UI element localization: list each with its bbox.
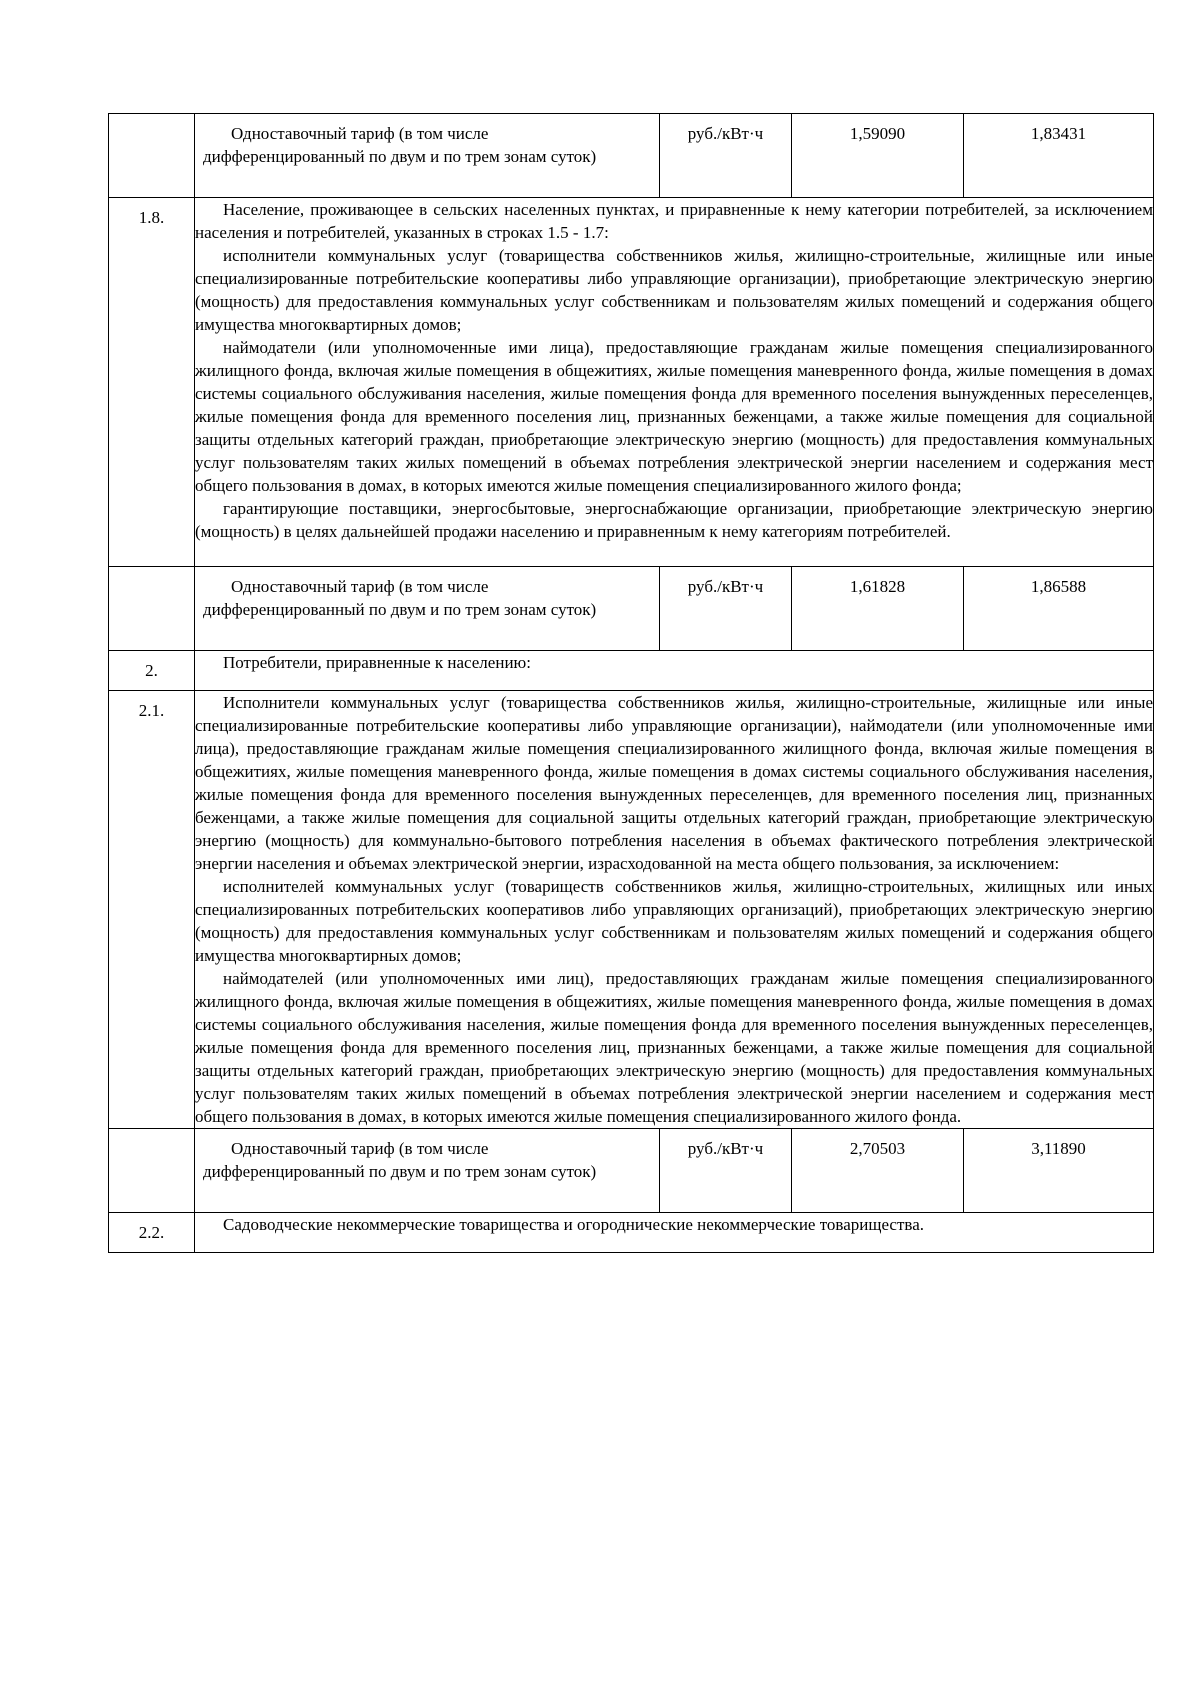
tariff-value-1: 1,59090 — [849, 124, 906, 143]
tariff-name: Одноставочный тариф (в том числе дифференцированный по двум и по трем зонам суток) — [203, 124, 597, 166]
row-number-cell — [109, 567, 195, 651]
description-paragraph: Потребители, приравненные к населению: — [223, 653, 531, 672]
table-row — [109, 114, 1154, 198]
value2-cell — [964, 1129, 1154, 1213]
tariff-name-cell — [195, 114, 660, 198]
table-row — [109, 691, 1154, 1129]
description-paragraph: Исполнители коммунальных услуг (товарищества собственников жилья, жилищно-строительные, жилищные или иные специализированные потребительские кооперативы либо управляющие организации), наймодатели (или уполномоченные ими лица), предоставляющие гражданам жилые помещения специализированного жилищного фонда, включая жилые помещения в общежитиях, жилые помещения маневренного фонда, жилые помещения в домах системы социального обслуживания населения, жилые помещения фонда для временного поселения вынужденных переселенцев, для временного поселения лиц, признанных беженцами, а также жилые помещения для социальной защиты отдельных категорий граждан, приобретающие электрическую энергию (мощность) для коммунально-бытового потребления населения в объемах фактического потребления электрической энергии населения и объемах электрической энергии, израсходованной на места общего пользования, за исключением: — [195, 693, 1153, 873]
unit-cell — [660, 1129, 792, 1213]
tariff-value-2: 3,11890 — [1031, 1139, 1086, 1158]
description-paragraph: наймодатели (или уполномоченные ими лица), предоставляющие гражданам жилые помещения специализированного жилищного фонда, включая жилые помещения в общежитиях, жилые помещения маневренного фонда, жилые помещения в домах системы социального обслуживания населения, жилые помещения фонда для временного поселения вынужденных переселенцев, жилые помещения фонда для временного поселения лиц, признанных беженцами, а также жилые помещения для социальной защиты отдельных категорий граждан, приобретающие электрическую энергию (мощность) для предоставления коммунальных услуг пользователям таких жилых помещений в объемах потребления электрической энергии населением и содержания мест общего пользования в домах, в которых имеются жилые помещения специализированного жилого фонда; — [195, 338, 1153, 495]
tariff-name-cell — [195, 1129, 660, 1213]
row-description — [195, 1213, 1154, 1253]
description-paragraph: Садоводческие некоммерческие товарищества и огороднические некоммерческие товарищества. — [223, 1215, 924, 1234]
row-description — [195, 198, 1154, 567]
table-row — [109, 1129, 1154, 1213]
row-number: 1.8. — [138, 208, 165, 227]
tariff-table — [108, 113, 1154, 1253]
row-number-cell — [109, 1213, 195, 1253]
unit-cell — [660, 114, 792, 198]
tariff-name: Одноставочный тариф (в том числе дифференцированный по двум и по трем зонам суток) — [203, 1139, 597, 1181]
tariff-value-2: 1,83431 — [1030, 124, 1087, 143]
row-number: 2. — [145, 661, 158, 680]
unit-label: руб./кВт·ч — [687, 124, 764, 143]
description-paragraph: исполнители коммунальных услуг (товарищества собственников жилья, жилищно-строительные, жилищные или иные специализированные потребительские кооперативы либо управляющие организации), приобретающие электрическую энергию (мощность) для предоставления коммунальных услуг собственникам и пользователям жилых помещений и содержания общего имущества многоквартирных домов; — [195, 246, 1153, 334]
table-row — [109, 567, 1154, 651]
unit-label: руб./кВт·ч — [687, 577, 764, 596]
tariff-value-2: 1,86588 — [1030, 577, 1087, 596]
row-description — [195, 651, 1154, 691]
row-number: 2.1. — [138, 701, 165, 720]
row-number-cell — [109, 198, 195, 567]
value1-cell — [792, 1129, 964, 1213]
description-paragraph: гарантирующие поставщики, энергосбытовые, энергоснабжающие организации, приобретающие электрическую энергию (мощность) в целях дальнейшей продажи населению и приравненным к нему категориям потребителей. — [195, 499, 1153, 541]
tariff-value-1: 2,70503 — [849, 1139, 906, 1158]
table-row — [109, 651, 1154, 691]
value2-cell — [964, 567, 1154, 651]
table-row — [109, 198, 1154, 567]
value1-cell — [792, 114, 964, 198]
unit-cell — [660, 567, 792, 651]
tariff-name-cell — [195, 567, 660, 651]
row-number-cell — [109, 114, 195, 198]
row-description — [195, 691, 1154, 1129]
value2-cell — [964, 114, 1154, 198]
unit-label: руб./кВт·ч — [687, 1139, 764, 1158]
description-paragraph: наймодателей (или уполномоченных ими лиц), предоставляющих гражданам жилые помещения специализированного жилищного фонда, включая жилые помещения в общежитиях, жилые помещения маневренного фонда, жилые помещения в домах системы социального обслуживания населения, жилые помещения фонда для временного поселения вынужденных переселенцев, жилые помещения фонда для временного поселения лиц, признанных беженцами, а также жилые помещения для социальной защиты отдельных категорий граждан, приобретающих электрическую энергию (мощность) для предоставления коммунальных услуг пользователям таких жилых помещений в объемах потребления электрической энергии населением и содержания мест общего пользования в домах, в которых имеются жилые помещения специализированного жилого фонда. — [195, 969, 1153, 1126]
row-number-cell — [109, 691, 195, 1129]
row-number: 2.2. — [138, 1223, 165, 1242]
description-paragraph: Население, проживающее в сельских населенных пунктах, и приравненные к нему категории потребителей, за исключением населения и потребителей, указанных в строках 1.5 - 1.7: — [195, 200, 1153, 242]
row-number-cell — [109, 1129, 195, 1213]
tariff-name: Одноставочный тариф (в том числе дифференцированный по двум и по трем зонам суток) — [203, 577, 597, 619]
value1-cell — [792, 567, 964, 651]
row-number-cell — [109, 651, 195, 691]
table-row — [109, 1213, 1154, 1253]
description-paragraph: исполнителей коммунальных услуг (товариществ собственников жилья, жилищно-строительных, жилищных или иных специализированных потребительских кооперативов либо управляющих организаций), приобретающих электрическую энергию (мощность) для предоставления коммунальных услуг собственникам и пользователям жилых помещений и содержания общего имущества многоквартирных домов; — [195, 877, 1153, 965]
tariff-value-1: 1,61828 — [849, 577, 906, 596]
